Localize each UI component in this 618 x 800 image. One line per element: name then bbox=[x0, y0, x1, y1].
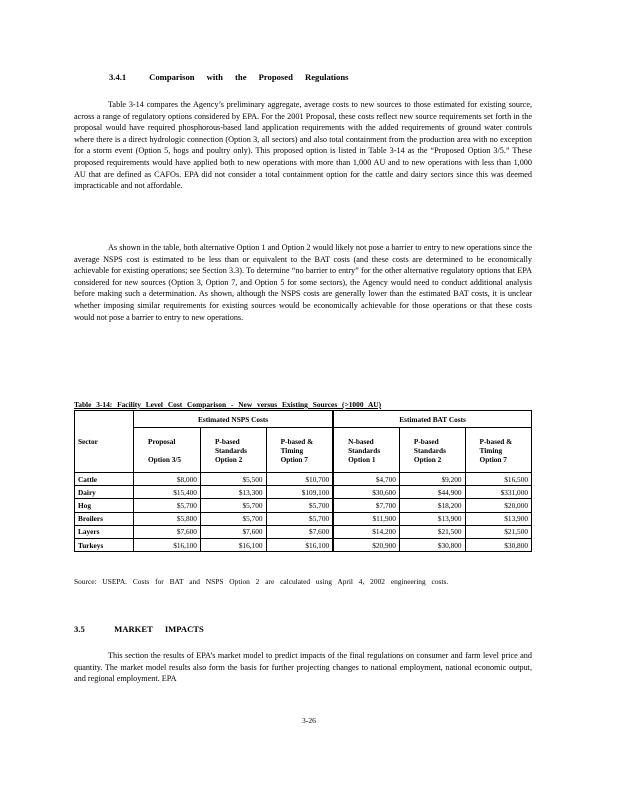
cost-cell: $13,900 bbox=[399, 512, 465, 525]
column-header-line: Timing bbox=[280, 445, 304, 455]
cost-cell: $5,700 bbox=[266, 512, 333, 525]
column-header-line: Option 3/5 bbox=[148, 454, 182, 464]
cost-cell: $16,100 bbox=[134, 538, 201, 551]
column-header bbox=[333, 428, 399, 473]
cost-cell: $20,900 bbox=[333, 538, 399, 551]
cost-cell: $331,000 bbox=[465, 486, 531, 499]
cost-cell: $14,200 bbox=[333, 525, 399, 538]
cost-cell: $7,700 bbox=[333, 499, 399, 512]
section-heading-3-5 bbox=[74, 624, 204, 634]
nsps-group-header: Estimated NSPS Costs bbox=[134, 411, 334, 428]
sector-label: Hog bbox=[75, 499, 134, 512]
table-row bbox=[75, 512, 532, 525]
sector-label: Cattle bbox=[75, 473, 134, 486]
cost-cell: $21,500 bbox=[465, 525, 531, 538]
cost-cell: $10,700 bbox=[266, 473, 333, 486]
column-header-line: Proposal bbox=[148, 436, 176, 446]
cost-cell: $13,300 bbox=[200, 486, 266, 499]
cost-cell: $21,500 bbox=[399, 525, 465, 538]
paragraph-text: As shown in the table, both alternative Option 1 and Option 2 would likely not pose a barrier to entry to new operations since the average NSPS cost is estimated to be less than or equivalent to the BAT costs (and these costs are determined to be economically achievable for existing operations; see Section 3.3). To determine “no barrier to entry” for the other alternative regulatory options that EPA considered for new sources (Option 3, Option 7, and Option 5 for some sectors), the Agency would need to conduct additional analysis before making such a determination. As shown, although the NSPS costs are generally lower than the estimated BAT costs, it is unclear whether imposing similar requirements for existing sources would be economically achievable for those operations or that these costs would not pose a barrier to entry to new operations. bbox=[74, 243, 532, 322]
column-header-line: P-based bbox=[214, 436, 240, 446]
column-header-line: P-based & bbox=[479, 436, 513, 446]
cost-cell: $8,000 bbox=[134, 473, 201, 486]
cost-cell: $5,700 bbox=[134, 499, 201, 512]
cost-cell: $5,700 bbox=[266, 499, 333, 512]
column-header bbox=[200, 428, 266, 473]
page-number: 3-26 bbox=[302, 716, 316, 725]
cost-cell: $109,100 bbox=[266, 486, 333, 499]
table-caption: Table 3-14: Facility Level Cost Comparison - New versus Existing Sources (>1000 AU) bbox=[74, 400, 382, 409]
column-header-line: Standards bbox=[348, 445, 381, 455]
cost-cell: $9,200 bbox=[399, 473, 465, 486]
paragraph-barrier-to-entry bbox=[74, 242, 532, 323]
table-row bbox=[75, 473, 532, 486]
cost-cell: $30,800 bbox=[465, 538, 531, 551]
cost-cell: $16,100 bbox=[266, 538, 333, 551]
cost-cell: $5,700 bbox=[200, 499, 266, 512]
column-header-line: Option 1 bbox=[348, 454, 376, 464]
cost-cell: $30,600 bbox=[333, 486, 399, 499]
section-title: Comparison with the Proposed Regulations bbox=[149, 72, 349, 82]
sector-label: Turkeys bbox=[75, 538, 134, 551]
cost-cell: $11,900 bbox=[333, 512, 399, 525]
table-row bbox=[75, 486, 532, 499]
column-header-line: Standards bbox=[413, 445, 446, 455]
cost-cell: $13,900 bbox=[465, 512, 531, 525]
column-header bbox=[266, 428, 333, 473]
table-source-note: Source: USEPA. Costs for BAT and NSPS Option 2 are calculated using April 4, 2002 engineering costs. bbox=[74, 577, 449, 586]
section-number: 3.4.1 bbox=[109, 72, 127, 82]
section-heading-3-4-1 bbox=[109, 72, 348, 82]
bat-group-header: Estimated BAT Costs bbox=[333, 411, 531, 428]
sector-label: Broilers bbox=[75, 512, 134, 525]
table-row bbox=[75, 525, 532, 538]
section-number: 3.5 bbox=[74, 624, 85, 634]
cost-cell: $5,500 bbox=[200, 473, 266, 486]
column-header-line: Option 2 bbox=[214, 454, 243, 464]
cost-cell: $30,800 bbox=[399, 538, 465, 551]
cost-cell: $4,700 bbox=[333, 473, 399, 486]
column-header-line: Option 2 bbox=[413, 454, 442, 464]
column-header bbox=[465, 428, 531, 473]
cost-cell: $7,600 bbox=[266, 525, 333, 538]
table-row bbox=[75, 538, 532, 551]
cost-cell: $18,200 bbox=[399, 499, 465, 512]
column-header-line: Option 7 bbox=[280, 454, 308, 464]
cost-cell: $15,400 bbox=[134, 486, 201, 499]
paragraph-text: This section the results of EPA’s market model to predict impacts of the final regulations on consumer and farm level price and quantity. The market model results also form the basis for further projecting changes to national employment, national economic output, and regional employment. EPA bbox=[74, 651, 532, 684]
cost-cell: $5,700 bbox=[200, 512, 266, 525]
column-header-line: Standards bbox=[214, 445, 247, 455]
cost-cell: $16,500 bbox=[465, 473, 531, 486]
cost-cell: $16,100 bbox=[200, 538, 266, 551]
table-row bbox=[75, 499, 532, 512]
column-header bbox=[399, 428, 465, 473]
cost-cell: $20,000 bbox=[465, 499, 531, 512]
column-header-line: N-based bbox=[348, 436, 374, 446]
section-title: MARKET IMPACTS bbox=[114, 624, 204, 634]
column-header-line: Option 7 bbox=[479, 454, 507, 464]
paragraph-comparison bbox=[74, 99, 532, 192]
column-header-line bbox=[148, 446, 197, 455]
cost-comparison-table bbox=[74, 410, 532, 552]
paragraph-market-impacts bbox=[74, 650, 532, 685]
cost-cell: $5,800 bbox=[134, 512, 201, 525]
cost-cell: $7,600 bbox=[134, 525, 201, 538]
column-header bbox=[134, 428, 201, 473]
sector-label: Dairy bbox=[75, 486, 134, 499]
sector-label: Layers bbox=[75, 525, 134, 538]
sector-header: Sector bbox=[75, 411, 134, 473]
column-header-line: P-based & bbox=[280, 436, 314, 446]
cost-cell: $7,600 bbox=[200, 525, 266, 538]
paragraph-text: Table 3-14 compares the Agency’s preliminary aggregate, average costs to new sources to those estimated for existing source, across a range of regulatory options considered by EPA. For the 2001 Proposal, these costs reflect new source requirements set forth in the proposal would have required phosphorous-based land application requirements with the added requirements of ground water controls where there is a direct hydrologic connection (Option 3, all sectors) and also total containment from the production area with no exception for a storm event (Option 5, hogs and poultry only). This proposed option is listed in Table 3-14 as the “Proposed Option 3/5.” These proposed requirements would have applied both to new operations with more than 1,000 AU and to new operations with less than 1,000 AU that are defined as CAFOs. EPA did not consider a total containment option for the cattle and dairy sectors since this was deemed impracticable and not affordable. bbox=[74, 100, 532, 191]
cost-cell: $44,900 bbox=[399, 486, 465, 499]
column-header-line: Timing bbox=[479, 445, 503, 455]
column-header-line: P-based bbox=[413, 436, 439, 446]
